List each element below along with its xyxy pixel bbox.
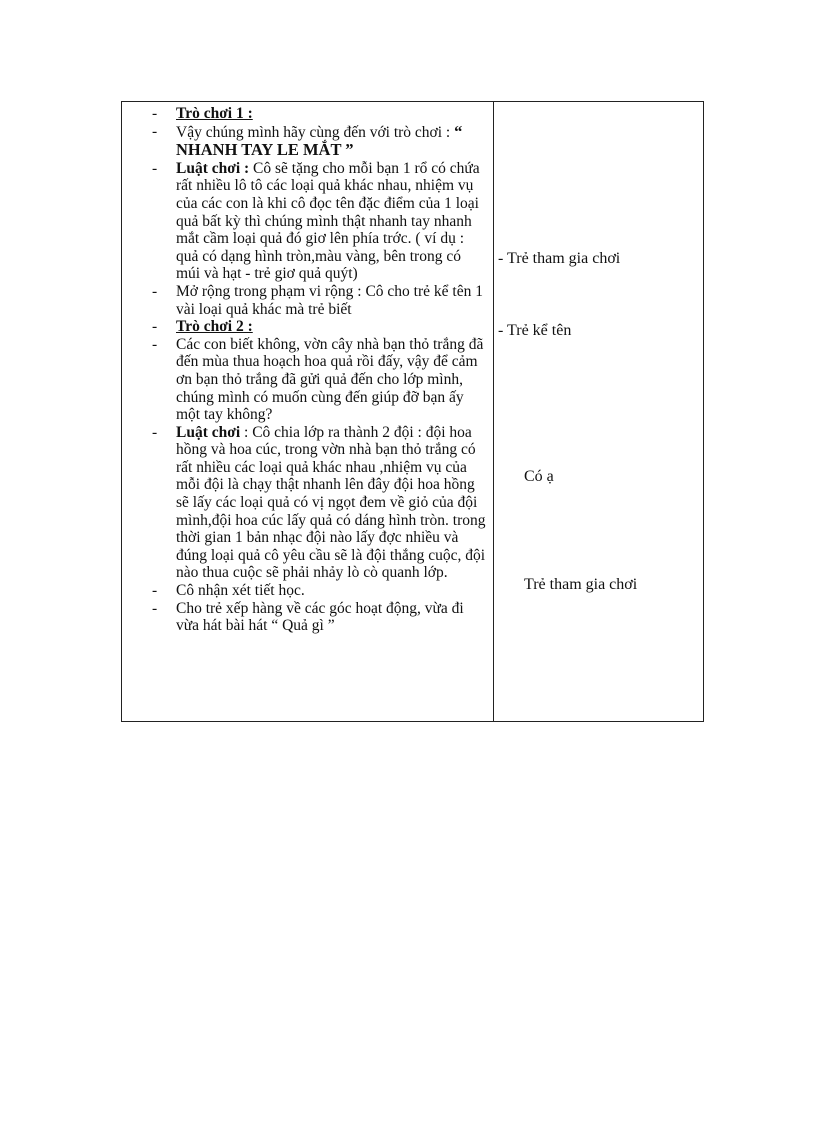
response-play-1: - Trẻ tham gia chơi bbox=[498, 250, 621, 267]
list-item bbox=[122, 600, 493, 635]
game2-heading: Trò chơi 2 : bbox=[176, 318, 253, 336]
game1-name: “ NHANH TAY LE MẮT ” bbox=[176, 121, 463, 160]
review-text: Cô nhận xét tiết học. bbox=[176, 582, 305, 600]
bullet-dash: - bbox=[152, 159, 158, 177]
list-item bbox=[122, 582, 493, 600]
bullet-dash: - bbox=[152, 582, 158, 600]
bullet-dash: - bbox=[152, 423, 158, 441]
game1-intro bbox=[176, 123, 487, 160]
bullet-dash: - bbox=[152, 599, 158, 617]
child-activity-cell bbox=[494, 102, 703, 721]
game1-rules bbox=[176, 160, 487, 283]
game2-rules-text: : Cô chia lớp ra thành 2 đội : đội hoa hồng và hoa cúc, trong vờn nhà bạn thỏ trắng có rất nhiều các loại quả khác nhau ,nhiệm vụ của mỗi đội là chạy thật nhanh lên đây đội hoa hồng sẽ lấy các loại quả có vị ngọt đem về giỏ của đội mình,đội hoa cúc lấy quả có dáng hình tròn. trong thời gian 1 bản nhạc đội nào lấy đợc nhiều và đúng loại quả cô yêu cầu sẽ là đội thắng cuộc, đội nào thua cuộc sẽ phải nhảy lò cò quanh lớp. bbox=[176, 423, 486, 582]
list-item bbox=[122, 123, 493, 160]
closing-text: Cho trẻ xếp hàng về các góc hoạt động, vừa đi vừa hát bài hát “ Quả gì ” bbox=[176, 599, 464, 635]
game2-rules bbox=[176, 424, 487, 582]
teacher-activity-cell bbox=[122, 102, 493, 721]
game2-intro: Các con biết không, vờn cây nhà bạn thỏ trắng đã đến mùa thua hoạch hoa quả rồi đấy, vậy để cảm ơn bạn thỏ trắng đã gửi quả đến cho lớp mình, chúng mình có muốn cùng đến giúp đỡ bạn ấy một tay không? bbox=[176, 335, 484, 424]
list-item bbox=[122, 424, 493, 582]
bullet-dash: - bbox=[152, 335, 158, 353]
activity-table bbox=[121, 101, 704, 722]
game1-rules-text: Cô sẽ tặng cho mỗi bạn 1 rổ có chứa rất nhiều lô tô các loại quả khác nhau, nhiệm vụ của các con là khi cô đọc tên đặc điểm của 1 loại quả bất kỳ thì chúng mình thật nhanh tay nhanh mắt cầm loại quả đó giơ lên phía trớc. ( ví dụ : quả có dạng hình tròn,màu vàng, bên trong có múi và hạt - trẻ giơ quả quýt) bbox=[176, 159, 480, 283]
expand-activity-text: Mở rộng trong phạm vi rộng : Cô cho trẻ kể tên 1 vài loại quả khác mà trẻ biết bbox=[176, 282, 483, 318]
list-item bbox=[122, 283, 493, 318]
game2-rules-label: Luật chơi bbox=[176, 423, 241, 441]
list-item bbox=[122, 105, 493, 123]
bullet-dash: - bbox=[152, 318, 158, 336]
response-play-2: Trẻ tham gia chơi bbox=[524, 576, 638, 593]
response-yes: Có ạ bbox=[524, 468, 554, 485]
response-name: - Trẻ kể tên bbox=[498, 322, 572, 339]
game1-intro-text: Vậy chúng mình hãy cùng đến với trò chơi : bbox=[176, 123, 455, 141]
bullet-dash: - bbox=[152, 105, 158, 122]
teacher-activity-list bbox=[122, 105, 493, 635]
game1-heading: Trò chơi 1 : bbox=[176, 105, 253, 122]
bullet-dash: - bbox=[152, 282, 158, 300]
bullet-dash: - bbox=[152, 122, 158, 140]
list-item bbox=[122, 318, 493, 336]
list-item bbox=[122, 336, 493, 424]
game1-rules-label: Luật chơi : bbox=[176, 159, 250, 177]
list-item bbox=[122, 160, 493, 283]
